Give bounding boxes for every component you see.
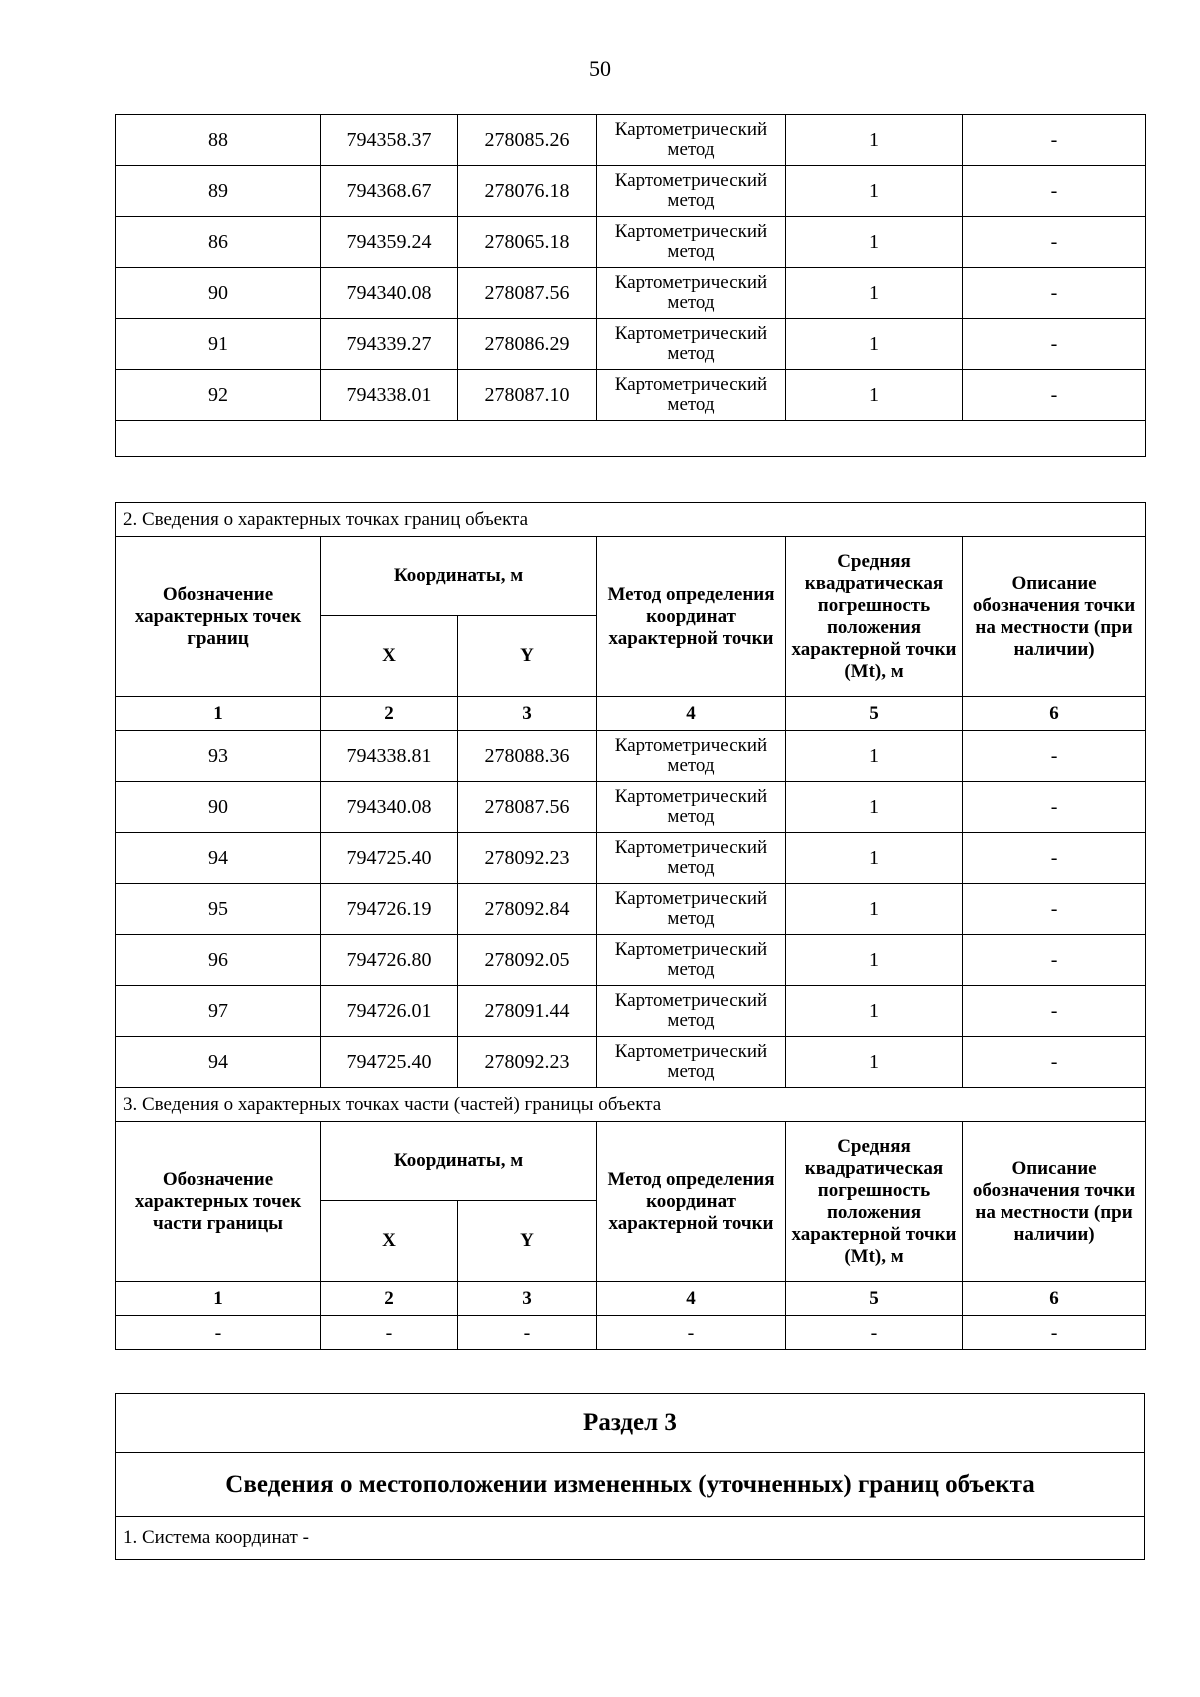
method-cell: Картометрический метод (597, 268, 786, 319)
point-cell: 89 (116, 166, 321, 217)
description-cell: - (963, 782, 1146, 833)
column-number: 3 (458, 1282, 597, 1316)
razdel-subtitle: Сведения о местоположении измененных (уточненных) границ объекта (116, 1453, 1145, 1517)
description-cell: - (963, 1037, 1146, 1088)
table-row (116, 319, 1146, 370)
mt-cell: 1 (786, 166, 963, 217)
point-cell: 88 (116, 115, 321, 166)
point-cell: 96 (116, 935, 321, 986)
y-cell: 278087.56 (458, 268, 597, 319)
table-row (116, 884, 1146, 935)
x-cell: 794725.40 (321, 833, 458, 884)
table-row (116, 935, 1146, 986)
point-cell: 90 (116, 782, 321, 833)
method-cell: Картометрический метод (597, 1037, 786, 1088)
description-cell: - (963, 115, 1146, 166)
description-cell: - (963, 935, 1146, 986)
x-cell: 794338.81 (321, 731, 458, 782)
method-cell: Картометрический метод (597, 319, 786, 370)
column-number: 5 (786, 697, 963, 731)
razdel-3-box (115, 1393, 1145, 1560)
column-numbers-row (116, 697, 1146, 731)
method-cell: Картометрический метод (597, 166, 786, 217)
method-cell: Картометрический метод (597, 115, 786, 166)
header-description: Описание обозначения точки на местности (при наличии) (963, 1122, 1146, 1282)
description-cell: - (963, 884, 1146, 935)
column-number: 1 (116, 1282, 321, 1316)
description-cell: - (963, 166, 1146, 217)
mt-cell: 1 (786, 935, 963, 986)
y-cell: 278092.05 (458, 935, 597, 986)
y-cell: 278091.44 (458, 986, 597, 1037)
mt-cell: 1 (786, 731, 963, 782)
mt-cell: 1 (786, 833, 963, 884)
point-cell: 94 (116, 833, 321, 884)
point-cell: 93 (116, 731, 321, 782)
y-cell: 278065.18 (458, 217, 597, 268)
coordinate-system-item: 1. Система координат - (116, 1517, 1145, 1560)
empty-cell (116, 421, 1146, 457)
x-cell: 794338.01 (321, 370, 458, 421)
point-cell: 91 (116, 319, 321, 370)
header-mt: Средняя квадратическая погрешность положения характерной точки (Mt), м (786, 537, 963, 697)
razdel-title: Раздел 3 (116, 1394, 1145, 1453)
point-cell: 90 (116, 268, 321, 319)
column-number: 6 (963, 697, 1146, 731)
column-number: 3 (458, 697, 597, 731)
table-row (116, 731, 1146, 782)
column-number: 1 (116, 697, 321, 731)
table-row (116, 1037, 1146, 1088)
x-cell: 794725.40 (321, 1037, 458, 1088)
table-row (116, 217, 1146, 268)
description-cell: - (963, 268, 1146, 319)
x-cell: 794340.08 (321, 268, 458, 319)
description-cell: - (963, 833, 1146, 884)
description-cell: - (963, 319, 1146, 370)
column-number: 4 (597, 1282, 786, 1316)
mt-cell: 1 (786, 782, 963, 833)
method-cell: Картометрический метод (597, 833, 786, 884)
header-y: Y (458, 616, 597, 697)
point-cell: 92 (116, 370, 321, 421)
table-row (116, 833, 1146, 884)
header-x: X (321, 616, 458, 697)
y-cell: 278092.84 (458, 884, 597, 935)
x-cell: 794368.67 (321, 166, 458, 217)
table-row (116, 370, 1146, 421)
y-cell: 278092.23 (458, 833, 597, 884)
page-number: 50 (589, 56, 611, 81)
method-cell: Картометрический метод (597, 884, 786, 935)
x-cell: 794726.80 (321, 935, 458, 986)
point-cell: 97 (116, 986, 321, 1037)
point-cell: 95 (116, 884, 321, 935)
cell: - (321, 1316, 458, 1350)
y-cell: 278088.36 (458, 731, 597, 782)
y-cell: 278087.10 (458, 370, 597, 421)
column-number: 2 (321, 697, 458, 731)
point-cell: 86 (116, 217, 321, 268)
section-3-title: 3. Сведения о характерных точках части (частей) границы объекта (116, 1088, 1146, 1122)
method-cell: Картометрический метод (597, 935, 786, 986)
method-cell: Картометрический метод (597, 986, 786, 1037)
header-method: Метод определения координат характерной точки (597, 1122, 786, 1282)
points-table-main (115, 502, 1146, 1350)
method-cell: Картометрический метод (597, 731, 786, 782)
mt-cell: 1 (786, 268, 963, 319)
method-cell: Картометрический метод (597, 217, 786, 268)
header-x: X (321, 1201, 458, 1282)
mt-cell: 1 (786, 217, 963, 268)
table-row (116, 986, 1146, 1037)
header-y: Y (458, 1201, 597, 1282)
header-designation: Обозначение характерных точек границ (116, 537, 321, 697)
table-row (116, 1316, 1146, 1350)
column-number: 6 (963, 1282, 1146, 1316)
column-numbers-row (116, 1282, 1146, 1316)
cell: - (963, 1316, 1146, 1350)
x-cell: 794340.08 (321, 782, 458, 833)
table-row (116, 268, 1146, 319)
mt-cell: 1 (786, 115, 963, 166)
description-cell: - (963, 370, 1146, 421)
description-cell: - (963, 731, 1146, 782)
x-cell: 794339.27 (321, 319, 458, 370)
y-cell: 278087.56 (458, 782, 597, 833)
column-number: 4 (597, 697, 786, 731)
section-2-title: 2. Сведения о характерных точках границ объекта (116, 503, 1146, 537)
table-row (116, 115, 1146, 166)
mt-cell: 1 (786, 884, 963, 935)
table-row (116, 782, 1146, 833)
point-cell: 94 (116, 1037, 321, 1088)
column-number: 2 (321, 1282, 458, 1316)
y-cell: 278085.26 (458, 115, 597, 166)
points-table-continuation (115, 114, 1146, 457)
description-cell: - (963, 986, 1146, 1037)
method-cell: Картометрический метод (597, 782, 786, 833)
x-cell: 794726.19 (321, 884, 458, 935)
mt-cell: 1 (786, 1037, 963, 1088)
mt-cell: 1 (786, 986, 963, 1037)
header-coordinates: Координаты, м (321, 537, 597, 616)
empty-row (116, 421, 1146, 457)
x-cell: 794359.24 (321, 217, 458, 268)
mt-cell: 1 (786, 370, 963, 421)
header-description: Описание обозначения точки на местности (при наличии) (963, 537, 1146, 697)
x-cell: 794726.01 (321, 986, 458, 1037)
header-designation-part: Обозначение характерных точек части границы (116, 1122, 321, 1282)
description-cell: - (963, 217, 1146, 268)
header-coordinates: Координаты, м (321, 1122, 597, 1201)
y-cell: 278092.23 (458, 1037, 597, 1088)
header-mt: Средняя квадратическая погрешность положения характерной точки (Mt), м (786, 1122, 963, 1282)
y-cell: 278086.29 (458, 319, 597, 370)
y-cell: 278076.18 (458, 166, 597, 217)
x-cell: 794358.37 (321, 115, 458, 166)
column-number: 5 (786, 1282, 963, 1316)
method-cell: Картометрический метод (597, 370, 786, 421)
cell: - (786, 1316, 963, 1350)
cell: - (458, 1316, 597, 1350)
cell: - (116, 1316, 321, 1350)
mt-cell: 1 (786, 319, 963, 370)
table-row (116, 166, 1146, 217)
cell: - (597, 1316, 786, 1350)
header-method: Метод определения координат характерной точки (597, 537, 786, 697)
